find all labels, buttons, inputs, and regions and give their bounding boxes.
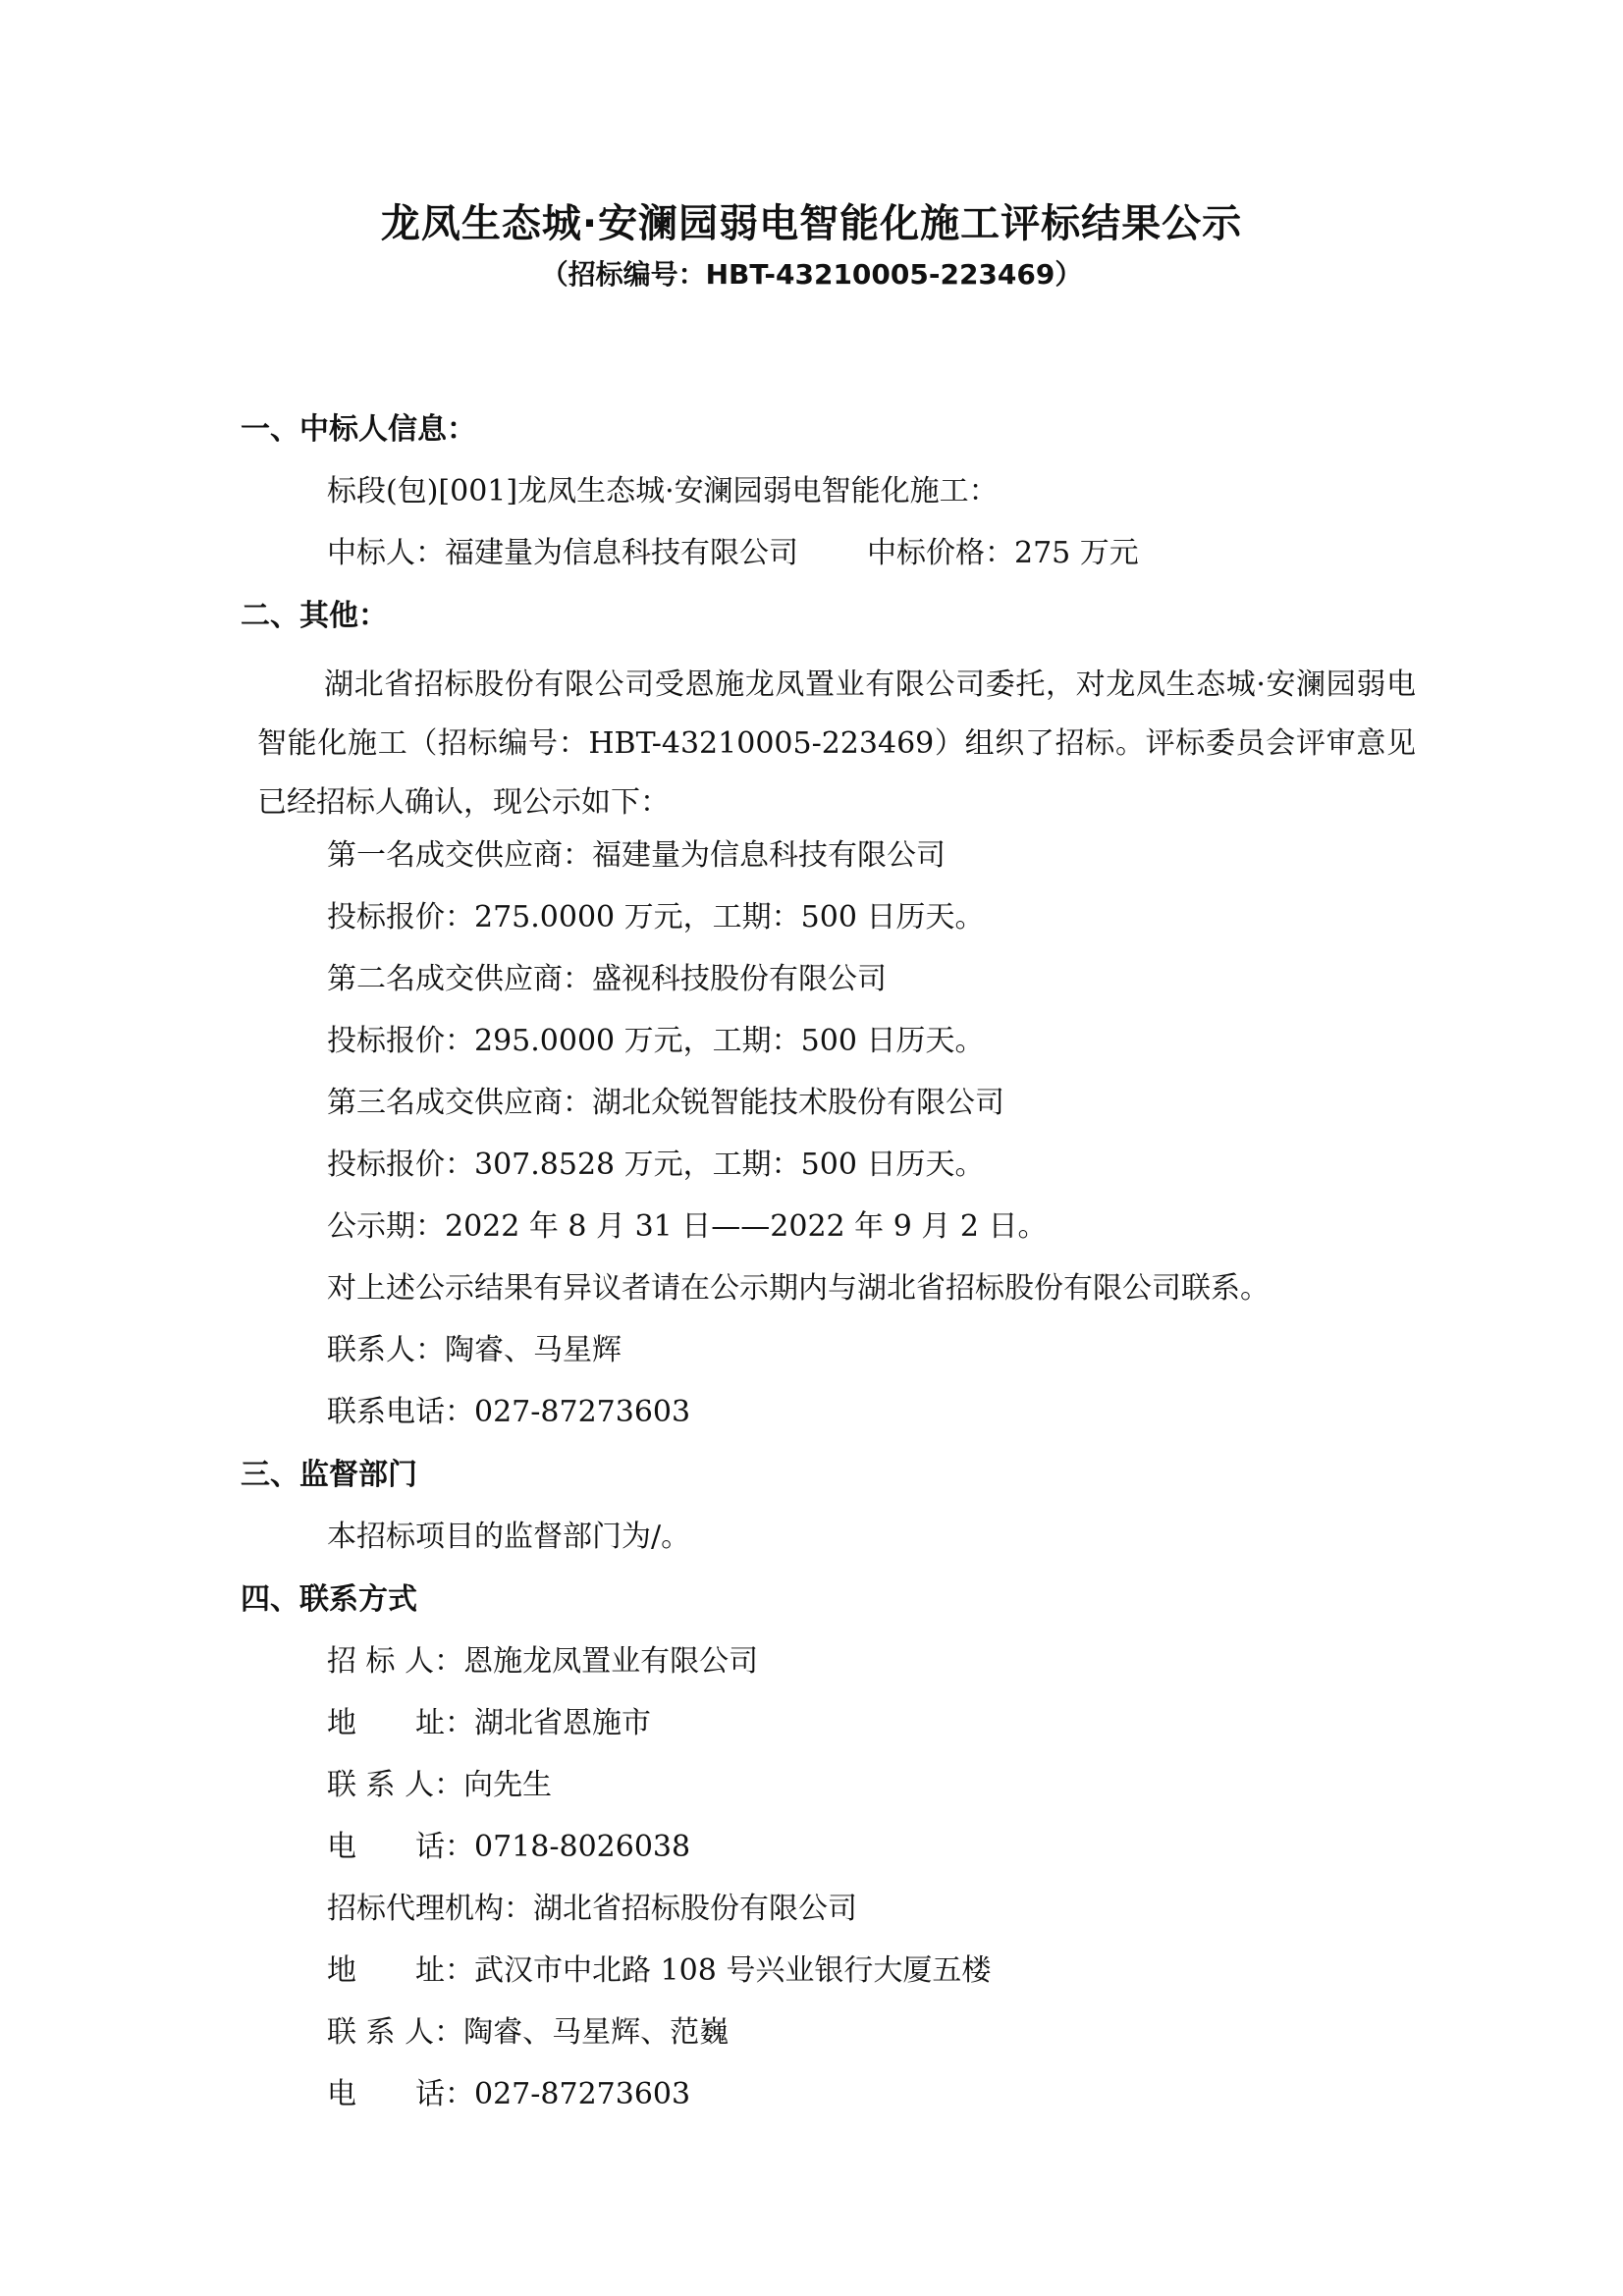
agency-label: 招标代理机构： bbox=[327, 1892, 533, 1926]
agency-row bbox=[327, 1890, 857, 1929]
section-heading-other: 二、其他： bbox=[241, 599, 388, 633]
rank1-supplier: 第一名成交供应商：福建量为信息科技有限公司 bbox=[327, 838, 946, 873]
section-heading-winner-info: 一、中标人信息： bbox=[241, 412, 476, 447]
section-heading-contact: 四、联系方式 bbox=[241, 1582, 417, 1617]
winning-price: 中标价格：275 万元 bbox=[867, 536, 1139, 570]
agency-contact-row bbox=[327, 2013, 729, 2053]
rank1-bid: 投标报价：275.0000 万元，工期：500 日历天。 bbox=[327, 900, 985, 934]
tenderer-row bbox=[327, 1642, 758, 1682]
publicity-period: 公示期：2022 年 8 月 31 日——2022 年 9 月 2 日。 bbox=[327, 1209, 1048, 1244]
agency-contact-label: 联 系 人： bbox=[327, 2015, 464, 2050]
agency-address-row bbox=[327, 1951, 991, 1991]
tenderer-contact-label: 联 系 人： bbox=[327, 1768, 464, 1802]
announcement-paragraph: 湖北省招标股份有限公司受恩施龙凤置业有限公司委托，对龙凤生态城·安澜园弱电智能化施工（招标编号：HBT-43210005-223469）组织了招标。评标委员会评审意见已经招标人确认，现公示如下： bbox=[257, 667, 1416, 820]
agency-contact-value: 陶睿、马星辉、范巍 bbox=[463, 2015, 730, 2050]
winner-line bbox=[327, 534, 1139, 573]
section-heading-supervision: 三、监督部门 bbox=[241, 1458, 417, 1492]
tender-number: （招标编号：HBT-43210005-223469） bbox=[540, 258, 1083, 291]
tenderer-contact-row bbox=[327, 1766, 552, 1805]
agency-address-value: 武汉市中北路 108 号兴业银行大厦五楼 bbox=[474, 1953, 992, 1988]
tenderer-address-row bbox=[327, 1704, 651, 1743]
tenderer-value: 恩施龙凤置业有限公司 bbox=[463, 1644, 759, 1679]
agency-address-label: 地 址： bbox=[327, 1953, 474, 1988]
tenderer-address-label: 地 址： bbox=[327, 1706, 474, 1740]
tenderer-contact-value: 向先生 bbox=[463, 1768, 553, 1802]
winner-name: 中标人：福建量为信息科技有限公司 bbox=[327, 536, 798, 570]
tenderer-phone-label: 电 话： bbox=[327, 1830, 474, 1864]
objection-note: 对上述公示结果有异议者请在公示期内与湖北省招标股份有限公司联系。 bbox=[327, 1271, 1270, 1306]
tenderer-phone-row bbox=[327, 1828, 690, 1867]
rank3-bid: 投标报价：307.8528 万元，工期：500 日历天。 bbox=[327, 1148, 985, 1182]
agency-value: 湖北省招标股份有限公司 bbox=[533, 1892, 857, 1926]
document-title: 龙凤生态城·安澜园弱电智能化施工评标结果公示 bbox=[380, 201, 1243, 246]
tenderer-address-value: 湖北省恩施市 bbox=[474, 1706, 651, 1740]
rank2-supplier: 第二名成交供应商：盛视科技股份有限公司 bbox=[327, 962, 887, 996]
supervision-text: 本招标项目的监督部门为/。 bbox=[327, 1520, 691, 1554]
tenderer-label: 招 标 人： bbox=[327, 1644, 464, 1679]
agency-phone-value: 027-87273603 bbox=[474, 2077, 691, 2111]
agency-phone-row bbox=[327, 2075, 690, 2114]
agency-phone-label: 电 话： bbox=[327, 2077, 474, 2111]
tenderer-phone-value: 0718-8026038 bbox=[474, 1830, 691, 1864]
lot-line: 标段(包)[001]龙凤生态城·安澜园弱电智能化施工： bbox=[327, 474, 999, 508]
contact-person: 联系人：陶睿、马星辉 bbox=[327, 1333, 622, 1367]
rank2-bid: 投标报价：295.0000 万元，工期：500 日历天。 bbox=[327, 1024, 985, 1058]
contact-phone: 联系电话：027-87273603 bbox=[327, 1395, 691, 1429]
rank3-supplier: 第三名成交供应商：湖北众锐智能技术股份有限公司 bbox=[327, 1086, 1004, 1120]
